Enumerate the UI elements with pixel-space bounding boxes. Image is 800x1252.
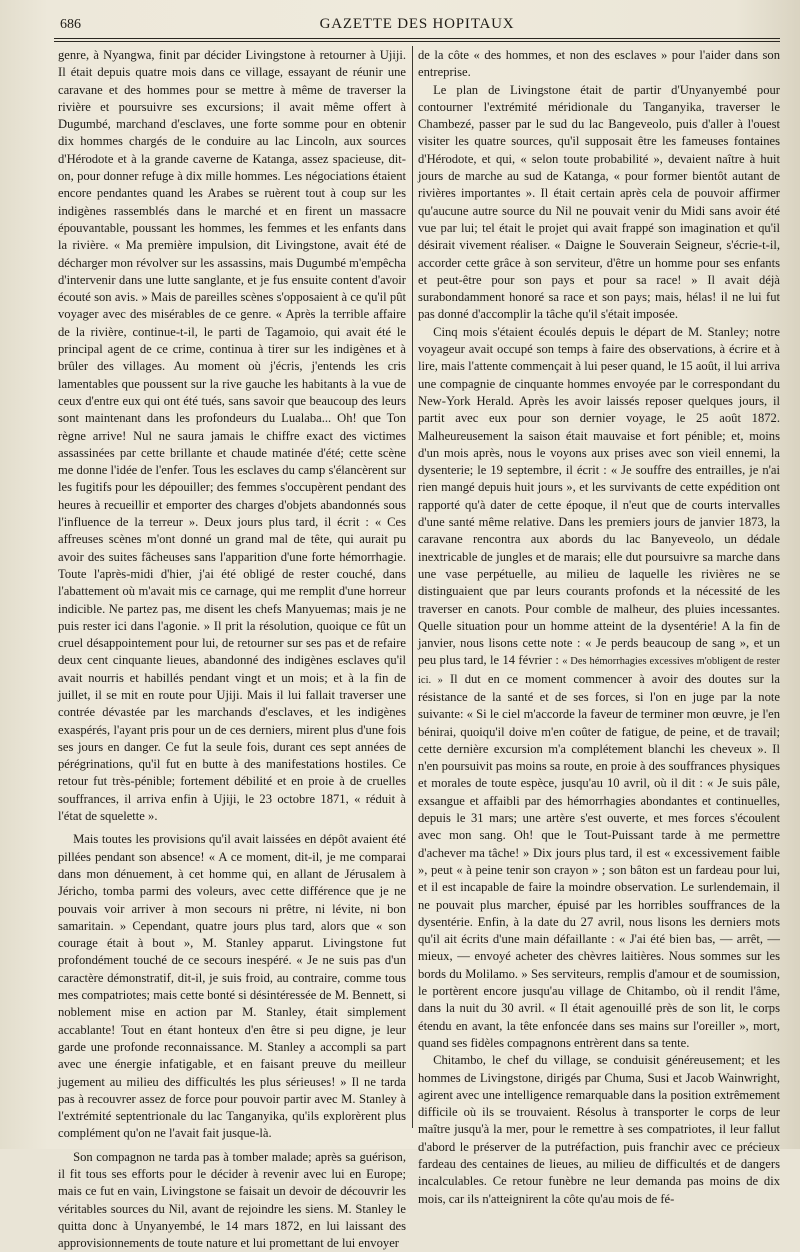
paragraph: de la côte « des hommes, et non des esclaves » pour l'aider dans son entreprise. <box>418 48 780 80</box>
paragraph-text: Il dut en ce moment commencer à avoir des doutes sur la résistance de la santé et de ses forces, si l'on en juge par la note suivante: « Si le ciel m'accorde la faveur de terminer mon œuvre, je l'en bénirai, quoiqu'il doive m'en coûter de fatigue, de peine, et de travail; cette dernière excursion m'a complétement blanchi les cheveux ». Il n'en poursuivit pas moins sa route, en proie à des souffrances physiques et morales de toute espèce, jusqu'au 10 avril, où il dit : « Je suis pâle, exsangue et affaibli par des hémorrhagies abondantes et continuelles, depuis le 31 mars; une artère s'est ouverte, et mes forces s'écoulent avec mon sang. Oh! que le Tout-Puissant tarde à me permettre d'achever ma tâche! » Dix jours plus tard, il est « excessivement faible », peut « à peine tenir son crayon » ; son bâton est un fardeau pour lui, et il est incapable de faire la moindre observation. Le surlendemain, il ne pouvait plus marcher, épuisé par les horribles souffrances de la dysentérie. Enfin, à la date du 27 avril, nous lisons les derniers mots qu'il ait écrits d'une main défaillante : « J'ai été bien bas, — arrêt, — mieux, — envoyé acheter des chèvres laitières. Nous sommes sur les bords du Molilamo. » Ses serviteurs, remplis d'amour et de soumission, le portèrent encore jusqu'au village de Chitambo, où il rendit l'âme, dans la nuit du 30 avril. « Il était agenouillé près de son lit, le corps étendu en avant, la tête enfoncée dans ses mains sur l'oreiller », mort, quand ses fidèles compagnons entrèrent dans sa tente. <box>418 671 780 1050</box>
paragraph: Son compagnon ne tarda pas à tomber malade; après sa guérison, il fit tous ses efforts pour le décider à revenir avec lui en Europe; mais ce fut en vain, Livingstone se faisait un devoir de découvrir les véritables sources du Nil, avant de rejoindre les siens. M. Stanley le quitta donc à Unyanyembé, le 14 mars 1872, en lui laissant des approvisionnements de toute nature et lui promettant de lui envoyer <box>58 1149 406 1251</box>
paragraph: genre, à Nyangwa, finit par décider Livingstone à retourner à Ujiji. Il était depuis quatre mois dans ce village, essayant de réunir une caravane et des hommes pour se mettre à même de traverser la rivière et poursuivre ses excursions; il avait même offert à Dugumbé, marchand d'esclaves, une forte somme pour en obtenir dix hommes chargés de le conduire au lac Lincoln, aux sources d'Hérodote et à la grande caverne de Katanga, assez spacieuse, dit-on, pour donner refuge à dix mille hommes. Les négociations étaient encore pendantes quand les Arabes se ruèrent tout à coup sur les indigènes rassemblés dans le marché et en firent un massacre épouvantable, poussant les hommes, les femmes et les enfants dans la rivière. « Ma première impulsion, dit Livingstone, avait été de décharger mon révolver sur les assassins, mais Dugumbé m'empêcha d'intervenir dans une lutte sanglante, et je fus ensuite content d'avoir écouté son avis. » Mais de pareilles scènes s'opposaient à ce qu'il pût voyager avec des misérables de ce genre. « Après la terrible affaire de la rivière, continue-t-il, le parti de Tagamoio, qui avait été le principal agent de ce crime, continua à tirer sur les indigènes et à brûler des villages. Au moment où j'écris, j'entends les cris lamentables que poussent sur la rive gauche les habitants à la vue de ceux d'entre eux qui ont été tués, sans savoir que beaucoup des leurs sont maintenant dans les profondeurs du Lualaba... Oh! que Ton règne arrive! Nul ne saura jamais le chiffre exact des victimes assassinées par cette brillante et chaude matinée d'été; cette scène me donne l'idée de l'enfer. Tous les esclaves du camp s'élancèrent sur les fugitifs pour les dépouiller; des femmes s'occupèrent pendant des heures à recueillir et emporter des charges d'objets abandonnés sous l'influence de la terreur ». Deux jours plus tard, il écrit : « Ces affreuses scènes m'ont donné un grand mal de tête, qui aurait pu avoir des suites fâcheuses sans l'apparition d'une forte hémorrhagie. Toute l'après-midi d'hier, j'ai été obligé de rester couché, dans l'abattement où m'avait mis ce carnage, qui me remplit d'une horreur indicible. Ne partez pas, me disent les chefs Manyuemas; mais je ne puis rester ici dans l'agonie. » Il prit la résolution, quoique ce fût un cruel désappointement pour lui, de retourner sur ses pas et de refaire deux cent cinquante lieues, abandonné des indigènes esclaves qu'il avait nourris et habillés pendant vingt et un mois; et à la fin de juillet, il se mit en route pour Ujiji. Mais il lui fallait traverser une contrée dévastée par les marchands d'esclaves, et les indigènes exaspérés, l'ayant pris pour un de ces derniers, mirent plus d'une fois ses jours en danger. Ce fut la seule fois, durant ces sept années de pérégrinations, qu'il fut en butte à des manifestations hostiles. Ce retour fut très-pénible; fortement débilité et en proie à de cruelles souffrances, il arriva enfin à Ujiji, le 23 octobre 1871, « réduit à l'état de squelette ». <box>58 48 406 824</box>
header-rule <box>54 38 780 39</box>
right-column <box>418 47 780 1206</box>
header-rule-thin <box>54 41 780 42</box>
paragraph: Mais toutes les provisions qu'il avait laissées en dépôt avaient été pillées pendant son absence! « A ce moment, dit-il, je me comparai dans mon dénuement, à cet homme qui, en allant de Jérusalem à Jéricho, tomba parmi des voleurs, avec cette différence que je ne pouvais voir arriver à mon secours ni prêtre, ni lévite, ni bon samaritain. » Cependant, quatre jours plus tard, alors que « son courage était à bout », M. Stanley apparut. Livingstone fut profondément touché de ce secours inespéré. « Je ne suis pas d'un caractère démonstratif, dit-il, je suis froid, au contraire, comme tous mes compatriotes; mais cette bonté si désintéressée de M. Bennett, si noblement mise en action par M. Stanley, était simplement accablante! Tout en étant honteux d'en être si peu digne, je leur garde une profonde reconnaissance. M. Stanley a accompli sa part avec une énergie infatigable, et en faisant preuve du meilleur jugement au milieu des difficultés les plus sérieuses! » Il ne tarda pas à recouvrer assez de force pour pouvoir partir avec M. Stanley à l'extrémité septentrionale du lac Tanganyika, qu'ils explorèrent plus complément qu'on ne l'avait fait jusque-là. <box>58 832 406 1141</box>
paragraph-text: Cinq mois s'étaient écoulés depuis le départ de M. Stanley; notre voyageur avait occupé son temps à faire des observations, à écrire et à lire, mais l'attente commençait à lui peser quand, le 15 août, il lui arriva une compagnie de cinquante hommes envoyée par le correspondant du New-York Herald. Après les avoir laissés reposer quelques jours, il partit avec eux pour son dernier voyage, le 25 août 1872. Malheureusement la saison était mauvaise et fort pénible; et, moins d'un mois après, nous le voyons aux prises avec son vieil ennemi, la dysenterie; le 19 septembre, il écrit : « Je souffre des entrailles, je n'ai rien mangé depuis huit jours », et les survivants de cette expédition ont rapporté qu'à dater de cette époque, il n'eut que de courts intervalles d'une santé même relative. Dans les premiers jours de janvier 1873, la caravane rencontra aux abords du lac Banyeveolo, un dédale inextricable de jungles et de marais; elle dut poursuivre sa marche dans une vase perpétuelle, au milieu de laquelle les rivières ne se distinguaient que par leurs courants profonds et la nécessité de les traverser en canots. Pour comble de malheur, des pluies incessantes. Quelle situation pour un homme atteint de la dysentérie! A la fin de janvier, nous lisons cette note : « Je perds beaucoup de sang », et un peu plus tard, le 14 février : <box>418 324 780 668</box>
paragraph: Chitambo, le chef du village, se conduisit généreusement; et les hommes de Livingstone, dirigés par Chuma, Susi et Jacob Wainwright, agirent avec une intelligence remarquable dans la position extrêmement difficile où ils se trouvaient. Résolus à transporter le corps de leur maître jusqu'à la mer, pour le remettre à ses compatriotes, il leur fallut d'abord le préserver de la putréfaction, puis franchir avec ce précieux fardeau des centaines de lieues, au milieu de difficultés et de dangers incalculables. Ce retour funèbre ne leur demanda pas moins de dix mois, car ils n'atteignirent la côte qu'au mois de fé- <box>418 1053 780 1206</box>
paragraph: Le plan de Livingstone était de partir d'Unyanyembé pour contourner l'extrémité méridionale du Tanganyika, traverser le Chambezé, passer par le sud du lac Bangeveolo, puis d'aller à l'ouest visiter les quatre sources, qu'il supposait être les fameuses fontaines d'Hérodote, et qui, « selon toute probabilité », devaient naître à huit jours de marche au sud de Katanga, « pour former bientôt autant de rivières importantes ». Il était certain après cela de pouvoir affirmer qu'aucune autre source du Nil ne pouvait venir du Midi sans avoir été vue par lui; tel était le projet qui avait frappé son imagination et qu'il désirait vivement réaliser. « Daigne le Souverain Seigneur, s'écrie-t-il, accorder cette grâce à son serviteur, d'être un homme pour ses enfants et peut-être pour son pays et pour sa race! » Il avait déjà surabondamment honoré sa race et son pays; mais, hélas! il ne lui fut pas donné d'accomplir la tâche qu'il s'était imposée. <box>418 82 780 322</box>
left-column <box>58 47 406 1251</box>
page-number: 686 <box>60 17 81 32</box>
column-divider <box>412 46 413 1128</box>
quoted-note: « Des hémorrhagies excessives m'obligent de rester ici. » <box>418 656 780 686</box>
journal-title: GAZETTE DES HOPITAUX <box>319 16 515 32</box>
page-header <box>54 14 780 38</box>
paragraph <box>418 324 780 1052</box>
